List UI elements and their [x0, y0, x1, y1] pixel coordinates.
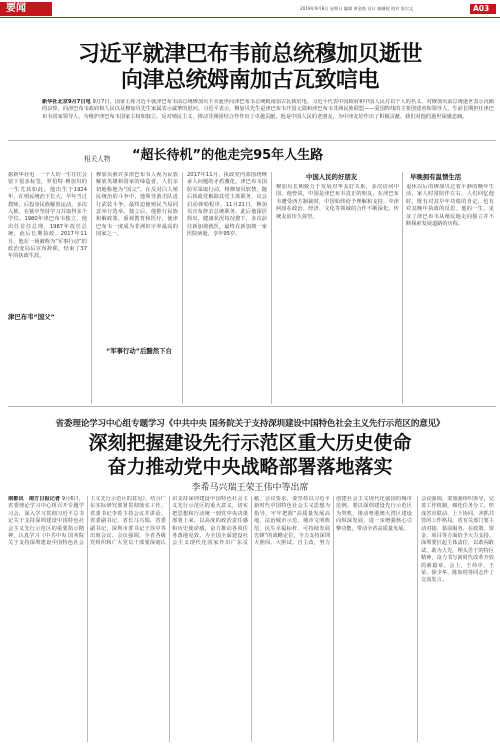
story2-headline-1: 深刻把握建设先行示范区重大历史使命	[88, 432, 412, 454]
story2-top-rule	[8, 406, 496, 407]
col-divider	[91, 172, 92, 404]
feature-col-3-heading: 中国人民的好朋友	[306, 173, 358, 181]
feature-col-3: 穆加贝长期致力于发展对华友好关系，多次访问中国。他曾说，中国是津巴布韦真正的朋友，在津巴布韦遭受西方制裁时，中国始终给予理解和支持。中津两国在政治、经济、文化等领域的合作不断深化，传统友谊历久弥坚。	[276, 184, 399, 220]
feature-col-2-heading: “军事行动”后黯然下台	[106, 347, 172, 355]
page-number: A03	[473, 4, 490, 13]
headline-line-2: 向津总统姆南加古瓦致唁电	[120, 68, 379, 93]
feature-col-1-heading: 津巴布韦“国父”	[8, 313, 55, 321]
col-divider	[271, 172, 272, 404]
related-label: 相关人物	[84, 155, 111, 163]
story2-headline-2: 奋力推动党中央战略部署落地落实	[107, 456, 393, 478]
section-label: 要闻	[6, 3, 26, 14]
feature-col-4-heading: 早晚拥有温情生活	[410, 173, 462, 181]
col-divider	[402, 172, 403, 404]
headline-line-1: 习近平就津巴布韦前总统穆加贝逝世	[77, 42, 422, 67]
feature-col-2: 2017年11月，执政党内部围绕继承人问题的矛盾激化，津巴布韦国防军采取行动，将穆加贝软禁。随后执政党解除其党主席职务，议会启动弹劾程序。11月21日，穆加贝宣布辞去总统职务。此后他深居简出，健康状况每况愈下，多次前往新加坡就医，最终在新加坡一家医院病逝，享年95岁。	[187, 172, 267, 238]
feature-col-4: 退休以后的穆加贝过着平静的晚年生活，家人时常陪伴左右。人们回忆他时，既有对其早年功绩的肯定，也有对其晚年执政的反思。他的一生，见证了津巴布韦从殖民地走向独立并不断探索发展道路的历程。	[406, 184, 494, 228]
col-divider	[417, 496, 418, 742]
story2-last-col: 会议强调，要加强组织领导，完善工作机制，细化任务分工，形成省市联动、上下协同、齐抓共管的工作格局。省有关部门要主动对接、靠前服务，在政策、资金、项目等方面给予大力支持。深圳要扛起主体责任，以敢闯敢试、敢为人先、埋头苦干的特区精神，奋力书写新时代改革开放的新篇章。会上，王伟中、王荣、徐少华、陈如桂等同志作了交流发言。	[421, 496, 494, 584]
lead-text: 9月7日，国家主席习近平就津巴布韦前总统穆加贝不幸逝世向津巴布韦总统姆南加古瓦致唁电。习近平代表中国政府和中国人民并以个人的名义，对穆加贝前总统逝世表示沉痛的哀悼，向津巴布韦政府和人民以及穆加贝先生家属表示诚挚的慰问。习近平表示，穆加贝先生是津巴布韦开国元勋和津巴布韦非洲民族联盟——爱国阵线的主要创建者和领导人，生前长期担任津巴布韦国家领导人，为维护津巴布韦国家主权和独立、反对殖民主义、推动非洲团结合作作出了卓越贡献。他是中国人民的老朋友，为中津友好作出了积极贡献。我们对他的逝世深感悲痛。	[42, 99, 494, 120]
dateline: 新华社北京9月7日电	[42, 99, 91, 105]
story2-dateline: 南都讯 南方日报记者	[8, 496, 61, 502]
header-rule	[0, 17, 500, 18]
story2-body	[8, 496, 412, 742]
story2-kicker: 省委理论学习中心组专题学习《中共中央 国务院关于支持深圳建设中国特色社会主义先行示范区的意见》	[55, 419, 445, 429]
feature-title: “超长待机”的他走完95年人生路	[132, 148, 324, 163]
feature-top-rule	[8, 140, 496, 141]
story2-byline: 李希马兴瑞王荣王伟中等出席	[191, 483, 309, 493]
feature-col-0: 据新华社电 一个人的一生往往会留下很多标签，罗伯特·穆加贝的一生尤其如此。他出生于1924年，在殖民统治下长大，早年当过教师，后投身民族解放运动，多次入狱，在狱中坚持学习并取得多个学位。1980年津巴布韦独立，他出任首任总理，1987年改任总统，此后长期执政。2017年11月，他在一场被称为“军事行动”的政治变局后宣布辞职，结束了37年的执政生涯。	[8, 172, 87, 260]
header-info: 2019年9月8日 星期日 编辑 黄金焕 设计 谢珊妮 校对 詹尔文	[300, 6, 414, 11]
lead-paragraph	[42, 99, 494, 135]
col-divider	[182, 172, 183, 404]
feature-col-1: 穆加贝被许多津巴布韦人视为民族解放英雄和国家的缔造者，人们亲切地称他为“国父”。在反对白人殖民统治的斗争中，他领导游击队进行武装斗争，最终迫使殖民当局同意举行选举。独立后，他推行民族和解政策，重视教育和医疗，使津巴布韦一度成为非洲识字率最高的国家之一。	[96, 172, 178, 238]
story2-lead-text: 9月6日，省委理论学习中心组召开专题学习会，深入学习贯彻习近平总书记关于支持深圳建设中国特色社会主义先行示范区的重要指示精神，认真学习《中共中央 国务院关于支持深圳建设中国特色社会主义先行示范区的意见》，结合广东实际研究部署贯彻落实工作。省委书记李希主持会议并讲话，省委副书记、省长马兴瑞，省委副书记、深圳市委书记王伟中等出席会议。会议强调，全省各级党组织和广大党员干部要深刻认识支持深圳建设中国特色社会主义先行示范区的重大意义，切实把思想和行动统一到党中央决策部署上来，以高度的政治责任感和历史使命感，奋力推动各项任务落地见效，为全国全面建设社会主义现代化国家作出广东贡献。会议要求，要坚持以习近平新时代中国特色社会主义思想为指导，牢牢把握“高质量发展高地、法治城市示范、城市文明典范、民生幸福标杆、可持续发展先锋”的战略定位，全力支持深圳大胆闯、大胆试、自主改，努力创建社会主义现代化强国的城市范例。要以深圳建设先行示范区为契机，推动粤港澳大湾区建设向纵深发展，进一步增强核心引擎功能，带动全省高质量发展。	[8, 496, 412, 547]
